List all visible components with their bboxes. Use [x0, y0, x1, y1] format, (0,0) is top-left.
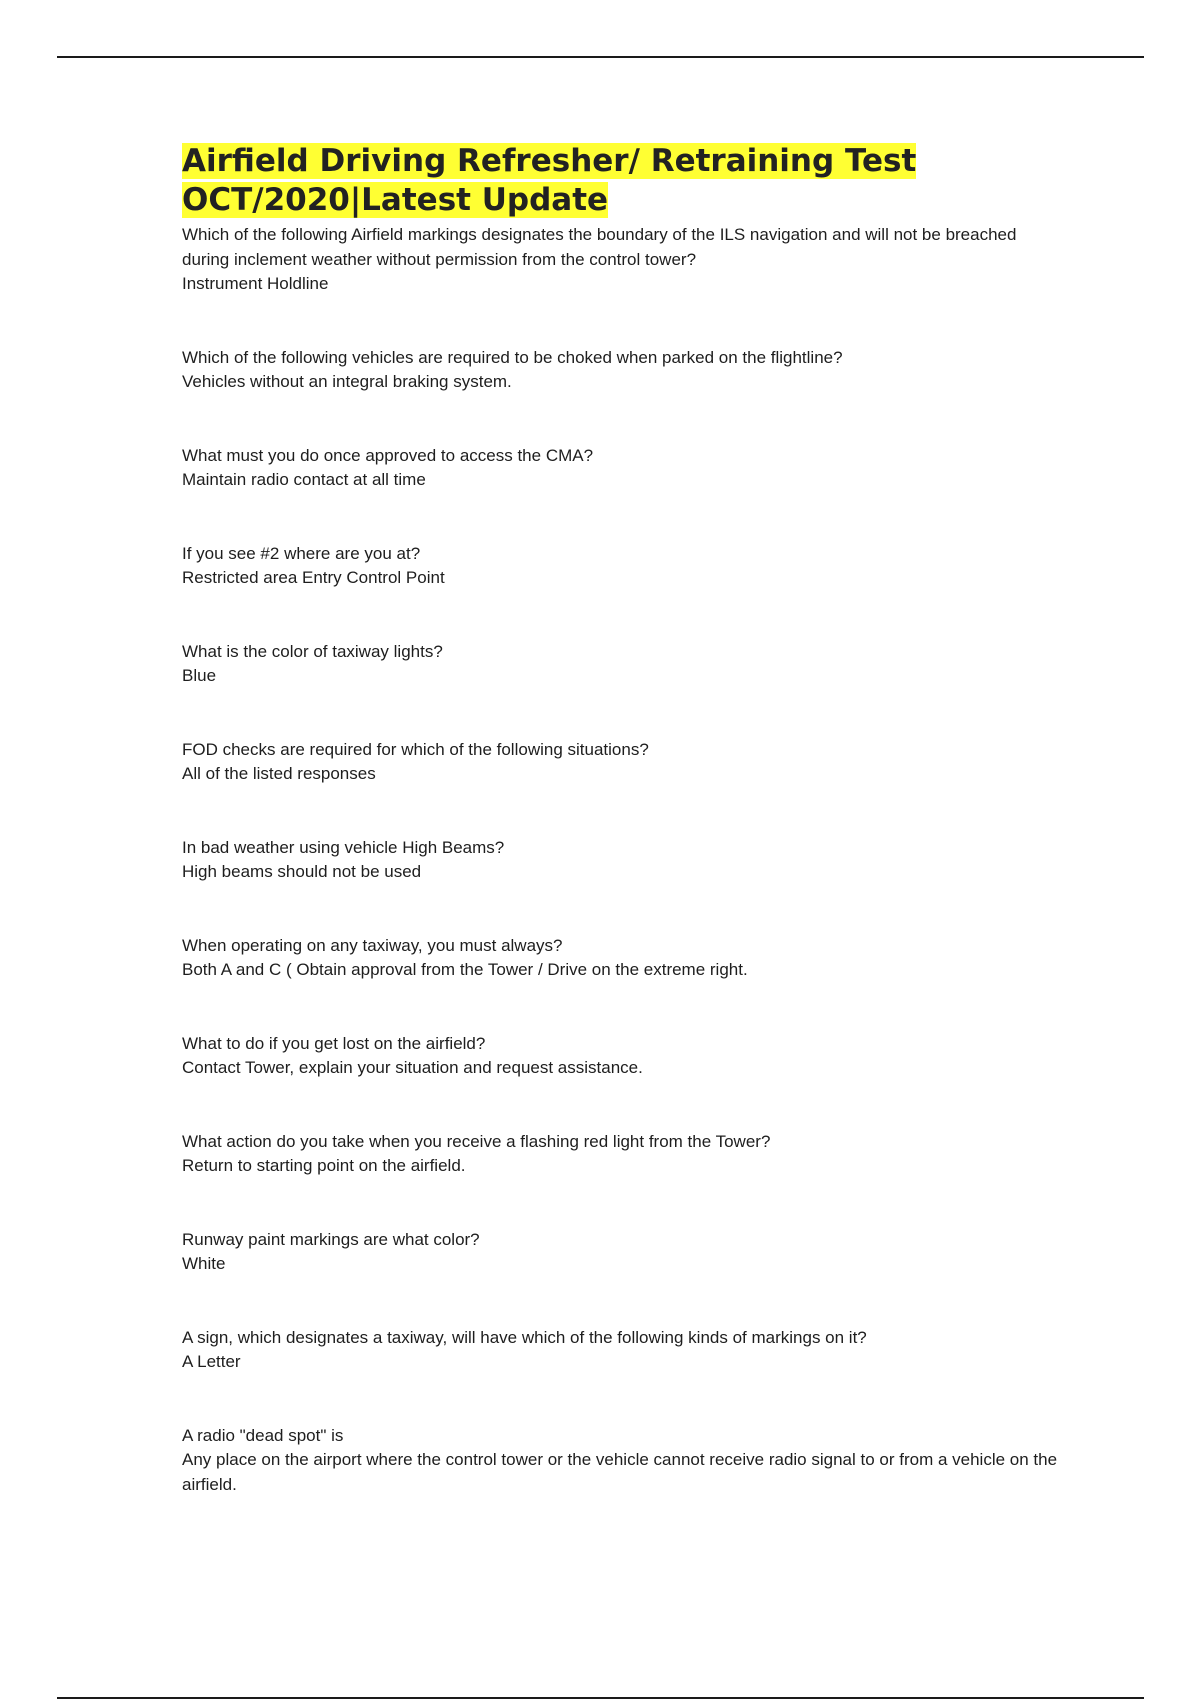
question-1: Which of the following Airfield markings designates the boundary of the ILS navigation and will not be breached during inclement weather without permission from the control tower?	[182, 225, 1017, 269]
document-body	[182, 142, 1062, 1546]
answer-10: Return to starting point on the airfield.	[182, 1156, 466, 1175]
document-title	[182, 142, 1062, 220]
qa-item-9	[182, 1032, 1062, 1081]
question-5: What is the color of taxiway lights?	[182, 641, 443, 661]
question-4: If you see #2 where are you at?	[182, 543, 421, 563]
question-10: What action do you take when you receive a flashing red light from the Tower?	[182, 1131, 771, 1151]
qa-item-1	[182, 223, 1062, 297]
question-7: In bad weather using vehicle High Beams?	[182, 837, 505, 857]
question-12: A sign, which designates a taxiway, will have which of the following kinds of markings on it?	[182, 1327, 867, 1347]
qa-item-4	[182, 542, 1062, 591]
qa-item-12	[182, 1326, 1062, 1375]
answer-5: Blue	[182, 666, 217, 685]
answer-4: Restricted area Entry Control Point	[182, 568, 445, 587]
qa-item-11	[182, 1228, 1062, 1277]
question-2: Which of the following vehicles are required to be choked when parked on the flightline?	[182, 347, 843, 367]
answer-13: Any place on the airport where the control tower or the vehicle cannot receive radio signal to or from a vehicle on the airfield.	[182, 1450, 1058, 1494]
answer-1: Instrument Holdline	[182, 274, 329, 293]
question-3: What must you do once approved to access the CMA?	[182, 445, 594, 465]
document-title-line-1: Airfield Driving Refresher/ Retraining Test	[182, 143, 917, 179]
answer-2: Vehicles without an integral braking system.	[182, 372, 512, 391]
question-13: A radio "dead spot" is	[182, 1425, 344, 1445]
qa-list	[182, 223, 1062, 1497]
qa-item-5	[182, 640, 1062, 689]
answer-3: Maintain radio contact at all time	[182, 470, 426, 489]
qa-item-2	[182, 346, 1062, 395]
question-8: When operating on any taxiway, you must always?	[182, 935, 563, 955]
qa-item-13	[182, 1424, 1062, 1498]
answer-6: All of the listed responses	[182, 764, 376, 783]
answer-11: White	[182, 1254, 226, 1273]
qa-item-7	[182, 836, 1062, 885]
question-11: Runway paint markings are what color?	[182, 1229, 480, 1249]
qa-item-3	[182, 444, 1062, 493]
top-rule	[57, 56, 1144, 58]
qa-item-10	[182, 1130, 1062, 1179]
answer-12: A Letter	[182, 1352, 241, 1371]
question-9: What to do if you get lost on the airfield?	[182, 1033, 486, 1053]
qa-item-8	[182, 934, 1062, 983]
question-6: FOD checks are required for which of the following situations?	[182, 739, 649, 759]
bottom-rule	[57, 1697, 1144, 1699]
qa-item-6	[182, 738, 1062, 787]
answer-8: Both A and C ( Obtain approval from the Tower / Drive on the extreme right.	[182, 960, 748, 979]
document-title-line-2: OCT/2020|Latest Update	[182, 182, 609, 218]
answer-7: High beams should not be used	[182, 862, 422, 881]
answer-9: Contact Tower, explain your situation and request assistance.	[182, 1058, 643, 1077]
